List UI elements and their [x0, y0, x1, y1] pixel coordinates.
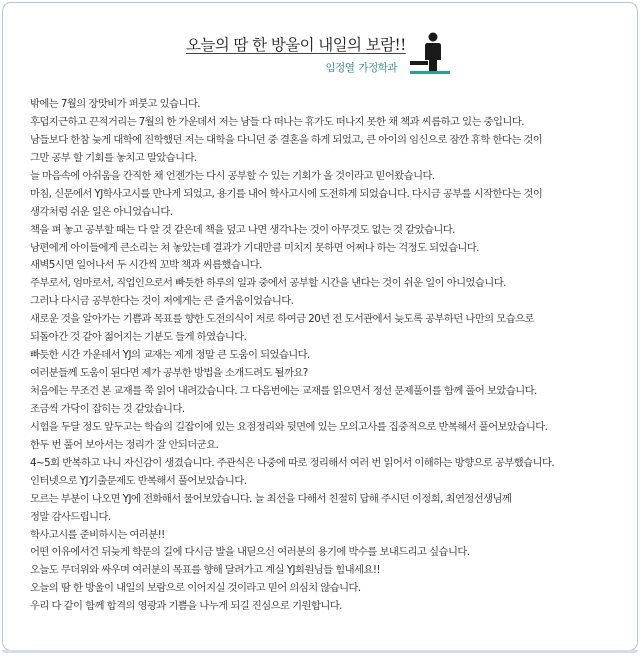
article-body — [30, 96, 630, 616]
body-line: 되돌아간 것 같아 젊어지는 기분도 들게 하였습니다. — [30, 331, 247, 344]
standing-person-at-podium-icon — [408, 31, 452, 75]
body-line: 빠듯한 시간 가운데서 YJ의 교재는 제게 정말 큰 도움이 되었습니다. — [30, 349, 310, 362]
bottom-rule — [2, 650, 638, 653]
article-frame — [2, 2, 638, 651]
body-line: 어떤 이유에서건 뒤늦게 학문의 길에 다시금 발을 내딛으신 여러분의 용기에 박수를 보내드리고 싶습니다. — [30, 546, 470, 559]
body-line: 여러분들께 도움이 된다면 제가 공부한 방법을 소개드려도 될까요? — [30, 367, 308, 380]
body-line: 생각처럼 쉬운 일은 아니었습니다. — [30, 205, 173, 218]
body-line: 후덥지근하고 끈적거리는 7월의 한 가운데서 저는 남들 다 떠나는 휴가도 떠나지 못한 채 책과 씨름하고 있는 중입니다. — [30, 115, 524, 128]
body-line: 남들보다 한참 늦게 대학에 진학했던 저는 대학을 다니던 중 결혼을 하게 되었고, 큰 아이의 임신으로 잠깐 휴학 한다는 것이 — [30, 133, 543, 146]
body-line: 남편에게 아이들에게 큰소리는 쳐 놓았는데 결과가 기대만큼 미치지 못하면 어쩌나 하는 걱정도 되었습니다. — [30, 241, 479, 254]
body-line: 시험을 두달 정도 앞두고는 학습의 길잡이에 있는 요점정리와 뒷면에 있는 모의고사를 집중적으로 반복해서 풀어보았습니다. — [30, 420, 548, 433]
body-line: 책을 펴 놓고 공부할 때는 다 알 것 같은데 책을 덮고 나면 생각나는 것이 아무것도 없는 것 같았습니다. — [30, 223, 455, 236]
body-line: 한두 번 풀어 보아서는 정리가 잘 안되더군요. — [30, 438, 219, 451]
author-byline — [325, 60, 397, 75]
body-line: 그러나 다시금 공부한다는 것이 저에게는 큰 즐거움이었습니다. — [30, 295, 294, 308]
body-line: 처음에는 무조건 본 교재를 쭉 읽어 내려갔습니다. 그 다음번에는 교재를 읽으면서 정선 문제풀이를 함께 풀어 보았습니다. — [30, 385, 537, 397]
body-line: 새벽5시면 일어나서 두 시간씩 꼬박 책과 씨름했습니다. — [30, 259, 262, 272]
body-line: 마침, 신문에서 YJ학사고시를 만나게 되었고, 용기를 내어 학사고시에 도전하게 되었습니다. 다시금 공부를 시작한다는 것이 — [30, 187, 543, 200]
body-line: 우리 다 같이 함께 합격의 영광과 기쁨을 나누게 되길 진심으로 기원합니다. — [30, 600, 342, 613]
body-line: 오늘의 땀 한 방울이 내일의 보람으로 이어지실 것이라고 믿어 의심치 않습니다. — [30, 582, 361, 595]
author-name: 임정열 — [325, 62, 355, 74]
body-line: 학사고시를 준비하시는 여러분!! — [30, 528, 165, 541]
body-line: 그만 공부 할 기회를 놓치고 말았습니다. — [30, 151, 197, 164]
body-line: 주부로서, 엄마로서, 직업인으로서 빠듯한 하루의 일과 중에서 공부할 시간을 낸다는 것이 쉬운 일이 아니었습니다. — [30, 277, 506, 290]
body-line: 조금씩 가닥이 잡히는 것 같았습니다. — [30, 402, 185, 415]
body-line: 정말 감사드립니다. — [30, 510, 111, 523]
body-line: 모르는 부분이 나오면 YJ에 전화해서 물어보았습니다. 늘 최선을 다해서 친절히 답해 주시던 이정희, 최연정선생님께 — [30, 492, 512, 505]
body-line: 인터넷으로 YJ기출문제도 반복해서 풀어보았습니다. — [30, 474, 247, 487]
body-line: 늘 마음속에 아쉬움을 간직한 채 언젠가는 다시 공부할 수 있는 기회가 올 것이라고 믿어왔습니다. — [30, 169, 435, 182]
article-title: 오늘의 땀 한 방울이 내일의 보람!! — [186, 36, 406, 54]
body-line: 4~5회 반복하고 나니 자신감이 생겼습니다. 주관식은 나중에 따로 정리해서 여러 번 읽어서 이해하는 방향으로 공부했습니다. — [30, 456, 555, 469]
author-dept: 가정학과 — [358, 62, 397, 74]
body-line: 새로운 것을 알아가는 기쁨과 목표를 향한 도전의식이 저로 하여금 20년 전 도서관에서 늦도록 공부하던 나만의 모습으로 — [30, 313, 534, 326]
body-line: 밖에는 7월의 장맛비가 퍼붓고 있습니다. — [30, 98, 200, 110]
body-line: 오늘도 무더위와 싸우며 여러분의 목표를 향해 달려가고 계실 YJ회원님들 힘내세요!! — [30, 564, 380, 577]
